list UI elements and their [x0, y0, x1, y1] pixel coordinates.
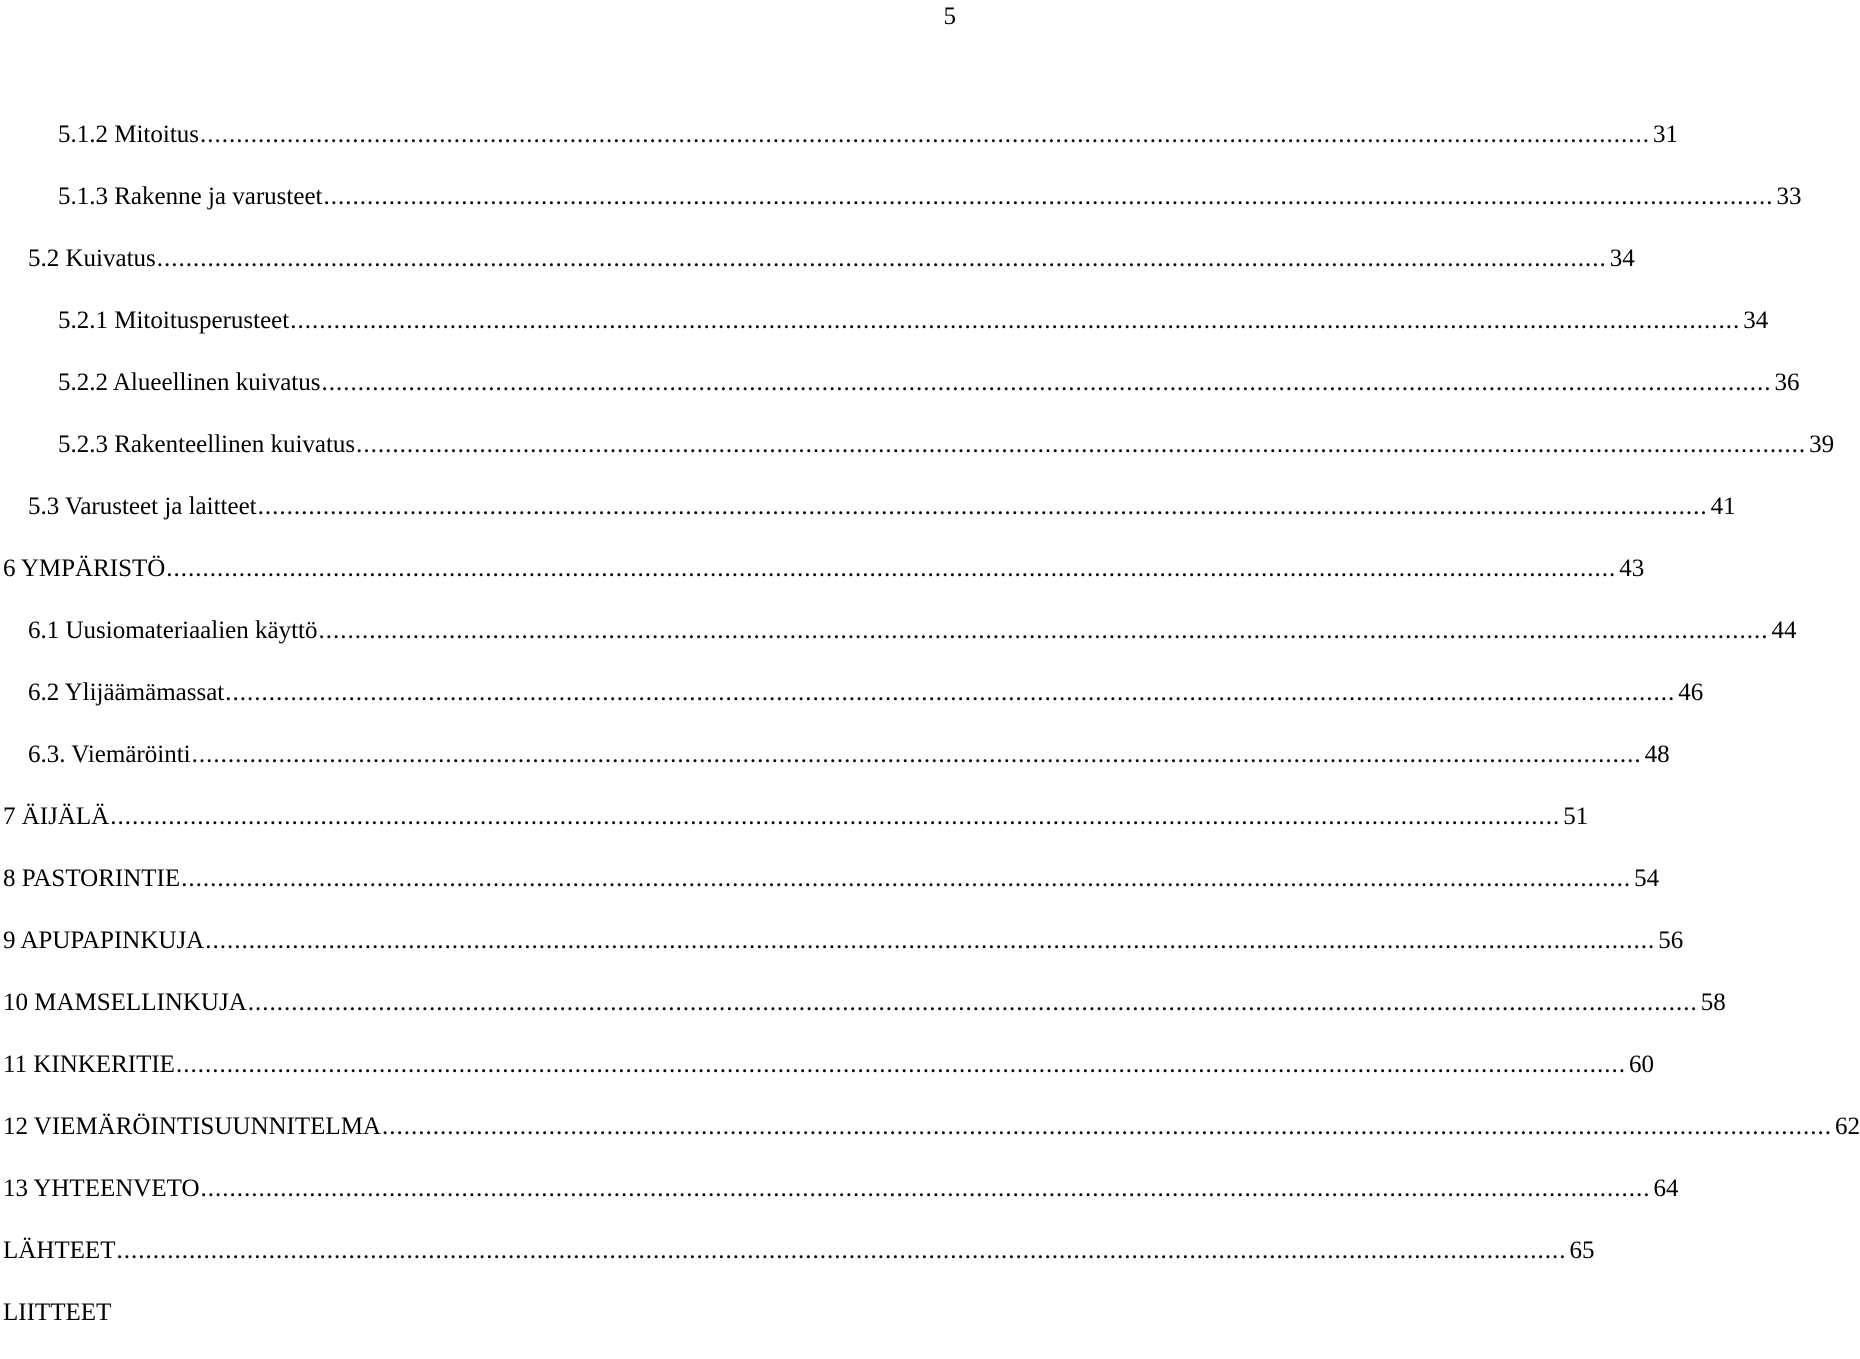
toc-entry: [0, 863, 1660, 925]
toc-entry-page: 33: [1776, 183, 1802, 210]
toc-entry-page: 64: [1653, 1175, 1679, 1202]
toc-entry-page: 31: [1653, 121, 1678, 148]
toc-entry-title: 10 MAMSELLINKUJA: [3, 989, 247, 1016]
toc-entry: [0, 429, 1835, 491]
toc-entry-title: 13 YHTEENVETO: [3, 1175, 200, 1202]
toc-dot-leader: ........................................................................................................................................................................................................: [290, 307, 1741, 334]
toc-entry-title: 6 YMPÄRISTÖ: [3, 555, 166, 582]
toc-entry-title: 11 KINKERITIE: [3, 1051, 175, 1078]
toc-entry-title: 5.1.3 Rakenne ja varusteet: [58, 183, 323, 210]
toc-dot-leader: ........................................................................................................................................................................................................: [181, 865, 1632, 892]
toc-entry: [0, 801, 1589, 863]
toc-entry: [0, 553, 1645, 615]
toc-entry-page: 44: [1771, 617, 1797, 644]
toc-dot-leader: ........................................................................................................................................................................................................: [156, 245, 1607, 272]
toc-dot-leader: ........................................................................................................................................................................................................: [110, 803, 1561, 830]
toc-dot-leader: ........................................................................................................................................................................................................: [318, 617, 1769, 644]
toc-dot-leader: ........................................................................................................................................................................................................: [200, 1175, 1651, 1202]
toc-dot-leader: ........................................................................................................................................................................................................: [247, 989, 1698, 1016]
toc-entry: [0, 243, 1635, 305]
toc-entry-title: 5.2 Kuivatus: [28, 245, 156, 272]
toc-entry-title: 6.1 Uusiomateriaalien käyttö: [28, 617, 318, 644]
toc-entry-title: 5.1.2 Mitoitus: [58, 121, 199, 148]
toc-entry-page: 58: [1700, 989, 1726, 1016]
toc-entry-page: 65: [1569, 1237, 1595, 1264]
toc-entry-page: 36: [1774, 369, 1800, 396]
toc-dot-leader: ........................................................................................................................................................................................................: [356, 431, 1807, 458]
toc-dot-leader: ........................................................................................................................................................................................................: [116, 1237, 1567, 1264]
toc-dot-leader: ........................................................................................................................................................................................................: [323, 183, 1774, 210]
toc-entry: [0, 739, 1670, 801]
toc-entry-page: 54: [1634, 865, 1660, 892]
toc-entry-page: 34: [1609, 245, 1635, 272]
toc-entry: [0, 367, 1800, 429]
table-of-contents: [0, 119, 1860, 1359]
toc-entry-page: 39: [1809, 431, 1835, 458]
toc-entry: [0, 1297, 957, 1359]
toc-entry-page: 48: [1644, 741, 1670, 768]
toc-entry: [0, 1111, 1860, 1173]
toc-entry-page: 43: [1619, 555, 1645, 582]
toc-entry: [0, 1173, 1679, 1235]
toc-entry-page: 60: [1628, 1051, 1654, 1078]
toc-entry: [0, 119, 1678, 181]
page-number: 5: [943, 3, 956, 30]
toc-dot-leader: ........................................................................................................................................................................................................: [200, 121, 1650, 148]
toc-dot-leader: ........................................................................................................................................................................................................: [321, 369, 1772, 396]
toc-entry-title: 5.2.1 Mitoitusperusteet: [58, 307, 290, 334]
toc-entry-title: 7 ÄIJÄLÄ: [3, 803, 110, 830]
toc-entry-title: 12 VIEMÄRÖINTISUUNNITELMA: [3, 1113, 381, 1140]
toc-dot-leader: ........................................................................................................................................................................................................: [175, 1051, 1626, 1078]
toc-dot-leader: ........................................................................................................................................................................................................: [257, 493, 1708, 520]
toc-entry-title: 9 APUPAPINKUJA: [3, 927, 205, 954]
toc-entry: [0, 1049, 1654, 1111]
toc-entry: [0, 491, 1736, 553]
toc-dot-leader: ........................................................................................................................................................................................................: [166, 555, 1617, 582]
toc-entry-page: 46: [1678, 679, 1704, 706]
toc-entry: [0, 181, 1802, 243]
toc-dot-leader: ........................................................................................................................................................................................................: [191, 741, 1642, 768]
toc-entry: [0, 987, 1726, 1049]
toc-entry-page: 34: [1743, 307, 1769, 334]
toc-entry-title: 6.2 Ylijäämämassat: [28, 679, 225, 706]
toc-entry: [0, 925, 1684, 987]
toc-entry-title: LÄHTEET: [3, 1237, 116, 1264]
toc-dot-leader: ........................................................................................................................................................................................................: [205, 927, 1656, 954]
toc-entry-page: 41: [1710, 493, 1736, 520]
toc-entry-page: 62: [1834, 1113, 1860, 1140]
toc-entry: [0, 615, 1797, 677]
toc-entry-title: 8 PASTORINTIE: [3, 865, 181, 892]
toc-entry-page: 51: [1563, 803, 1589, 830]
toc-entry-title: 5.2.2 Alueellinen kuivatus: [58, 369, 321, 396]
toc-entry-page: 56: [1658, 927, 1684, 954]
toc-dot-leader: ........................................................................................................................................................................................................: [225, 679, 1676, 706]
toc-entry-title: 5.3 Varusteet ja laitteet: [28, 493, 257, 520]
toc-entry: [0, 305, 1769, 367]
toc-dot-leader: ........................................................................................................................................................................................................: [381, 1113, 1832, 1140]
toc-entry: [0, 1235, 1595, 1297]
toc-entry-title: LIITTEET: [3, 1299, 112, 1326]
toc-entry-title: 5.2.3 Rakenteellinen kuivatus: [58, 431, 356, 458]
toc-entry: [0, 677, 1704, 739]
toc-entry-title: 6.3. Viemäröinti: [28, 741, 191, 768]
